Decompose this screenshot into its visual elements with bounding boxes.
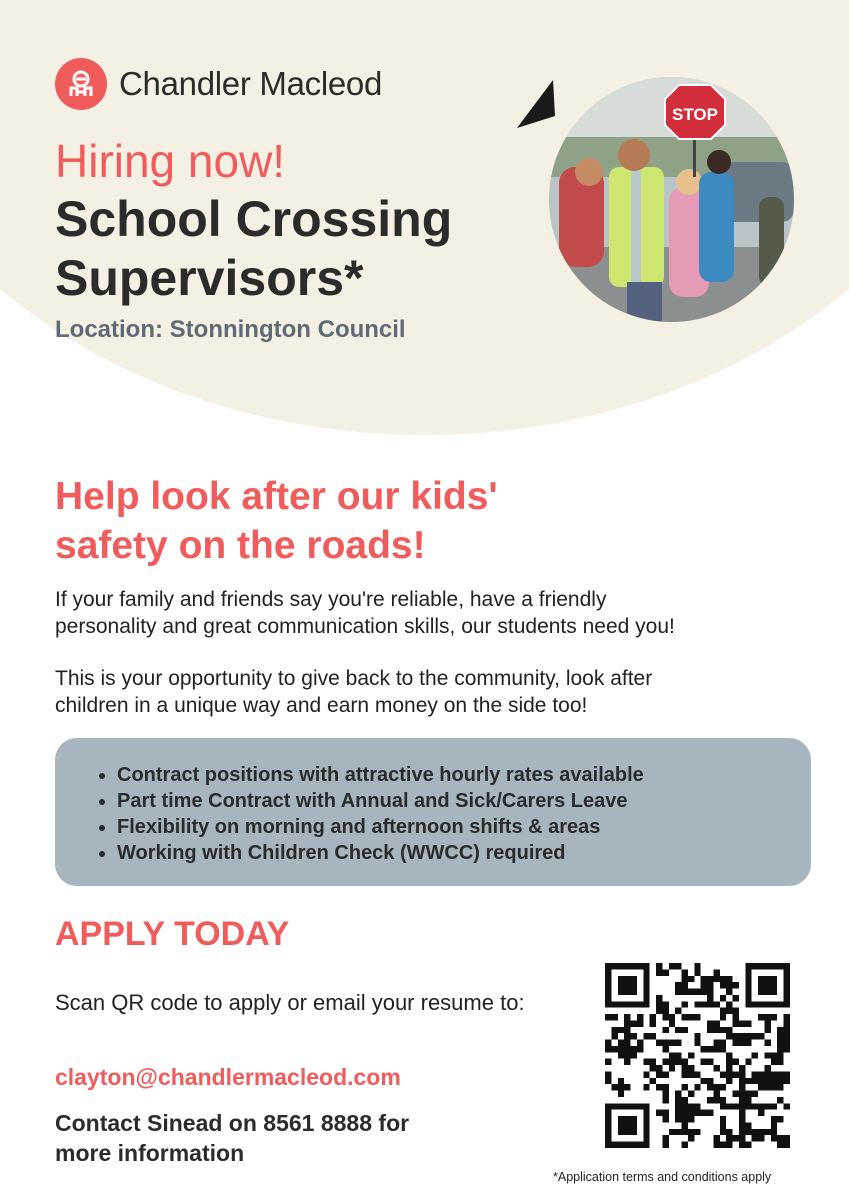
main-headline — [55, 472, 498, 570]
paragraph-line: children in a unique way and earn money on the side too! — [55, 694, 588, 717]
hiring-now-label: Hiring now! — [55, 135, 286, 187]
location-label: Location: Stonnington Council — [55, 316, 406, 343]
benefits-list — [55, 738, 811, 866]
benefit-item: Part time Contract with Annual and Sick/Carers Leave — [117, 788, 811, 814]
qr-code-icon[interactable] — [605, 963, 790, 1148]
contact-line: more information — [55, 1140, 245, 1166]
opportunity-paragraph — [55, 665, 795, 719]
apply-today-heading: APPLY TODAY — [55, 915, 290, 953]
brand-name: Chandler Macleod — [119, 65, 383, 102]
benefit-item: Working with Children Check (WWCC) required — [117, 840, 811, 866]
brand-logo — [55, 58, 382, 110]
benefit-item: Flexibility on morning and afternoon shifts & areas — [117, 814, 811, 840]
benefit-item: Contract positions with attractive hourly rates available — [117, 762, 811, 788]
contact-line: Contact Sinead on 8561 8888 for — [55, 1110, 410, 1136]
headline-line: Help look after our kids' — [55, 475, 498, 518]
job-title-line: Supervisors* — [55, 250, 364, 306]
headline-line: safety on the roads! — [55, 524, 426, 567]
triangle-pointer-icon — [515, 78, 557, 130]
contact-info — [55, 1108, 495, 1168]
chandler-macleod-logo-icon — [55, 58, 107, 110]
paragraph-line: personality and great communication skills, our students need you! — [55, 615, 675, 638]
scan-instructions: Scan QR code to apply or email your resume to: — [55, 990, 525, 1015]
job-title-line: School Crossing — [55, 191, 453, 247]
paragraph-line: If your family and friends say you're reliable, have a friendly — [55, 588, 607, 611]
stop-sign-text: STOP — [672, 105, 718, 124]
job-title — [55, 190, 452, 308]
terms-footnote: *Application terms and conditions apply — [553, 1170, 772, 1184]
paragraph-line: This is your opportunity to give back to the community, look after — [55, 667, 653, 690]
crossing-supervisor-photo — [549, 77, 794, 322]
intro-paragraph — [55, 586, 795, 640]
benefits-box — [55, 738, 811, 886]
email-link[interactable]: clayton@chandlermacleod.com — [55, 1064, 401, 1090]
